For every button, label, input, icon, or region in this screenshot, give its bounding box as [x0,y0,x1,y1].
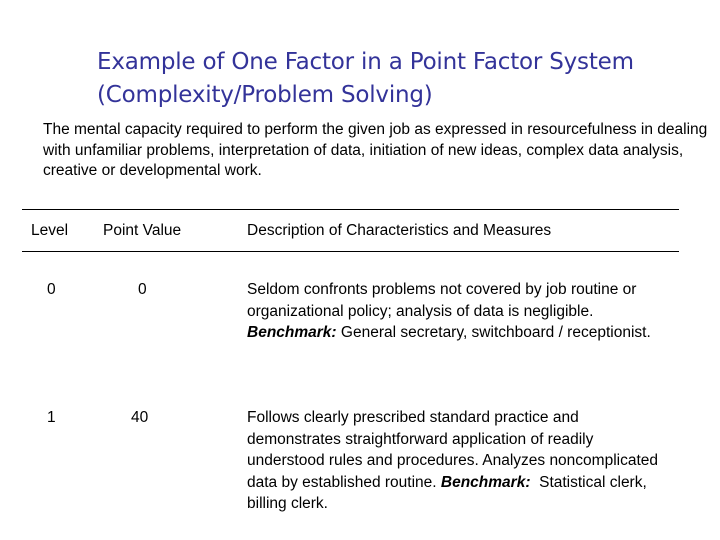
row-level: 0 [47,281,56,298]
title-line-2: (Complexity/Problem Solving) [97,82,433,108]
row-point-value: 40 [131,409,149,426]
description-text: Seldom confronts problems not covered by job routine or organizational policy; analysis of data is negligible. [247,281,637,320]
row-description [247,279,667,344]
benchmark-text: General secretary, switchboard / receptionist. [340,324,651,341]
benchmark-text: Statistical clerk, billing clerk. [247,473,647,512]
row-level: 1 [47,409,56,426]
row-point-value: 0 [138,281,147,298]
row-description [247,407,667,515]
header-level: Level [31,222,69,239]
intro-paragraph: The mental capacity required to perform the given job as expressed in resourcefulness in dealing with unfamiliar problems, interpretation of data, initiation of new ideas, complex data analysis, creative or developmental work. [43,121,708,179]
benchmark-label: Benchmark: [247,324,337,341]
title-line-1: Example of One Factor in a Point Factor System [97,49,634,75]
header-description: Description of Characteristics and Measures [247,222,552,239]
page-title [97,46,707,112]
description-text: Follows clearly prescribed standard practice and demonstrates straightforward application of readily understood rules and procedures. Analyzes noncomplicated data by established routine. [247,409,659,491]
header-point-value: Point Value [103,222,182,239]
benchmark-label: Benchmark: [440,473,531,491]
table-header-rule [22,251,679,252]
table-top-rule [22,209,679,210]
